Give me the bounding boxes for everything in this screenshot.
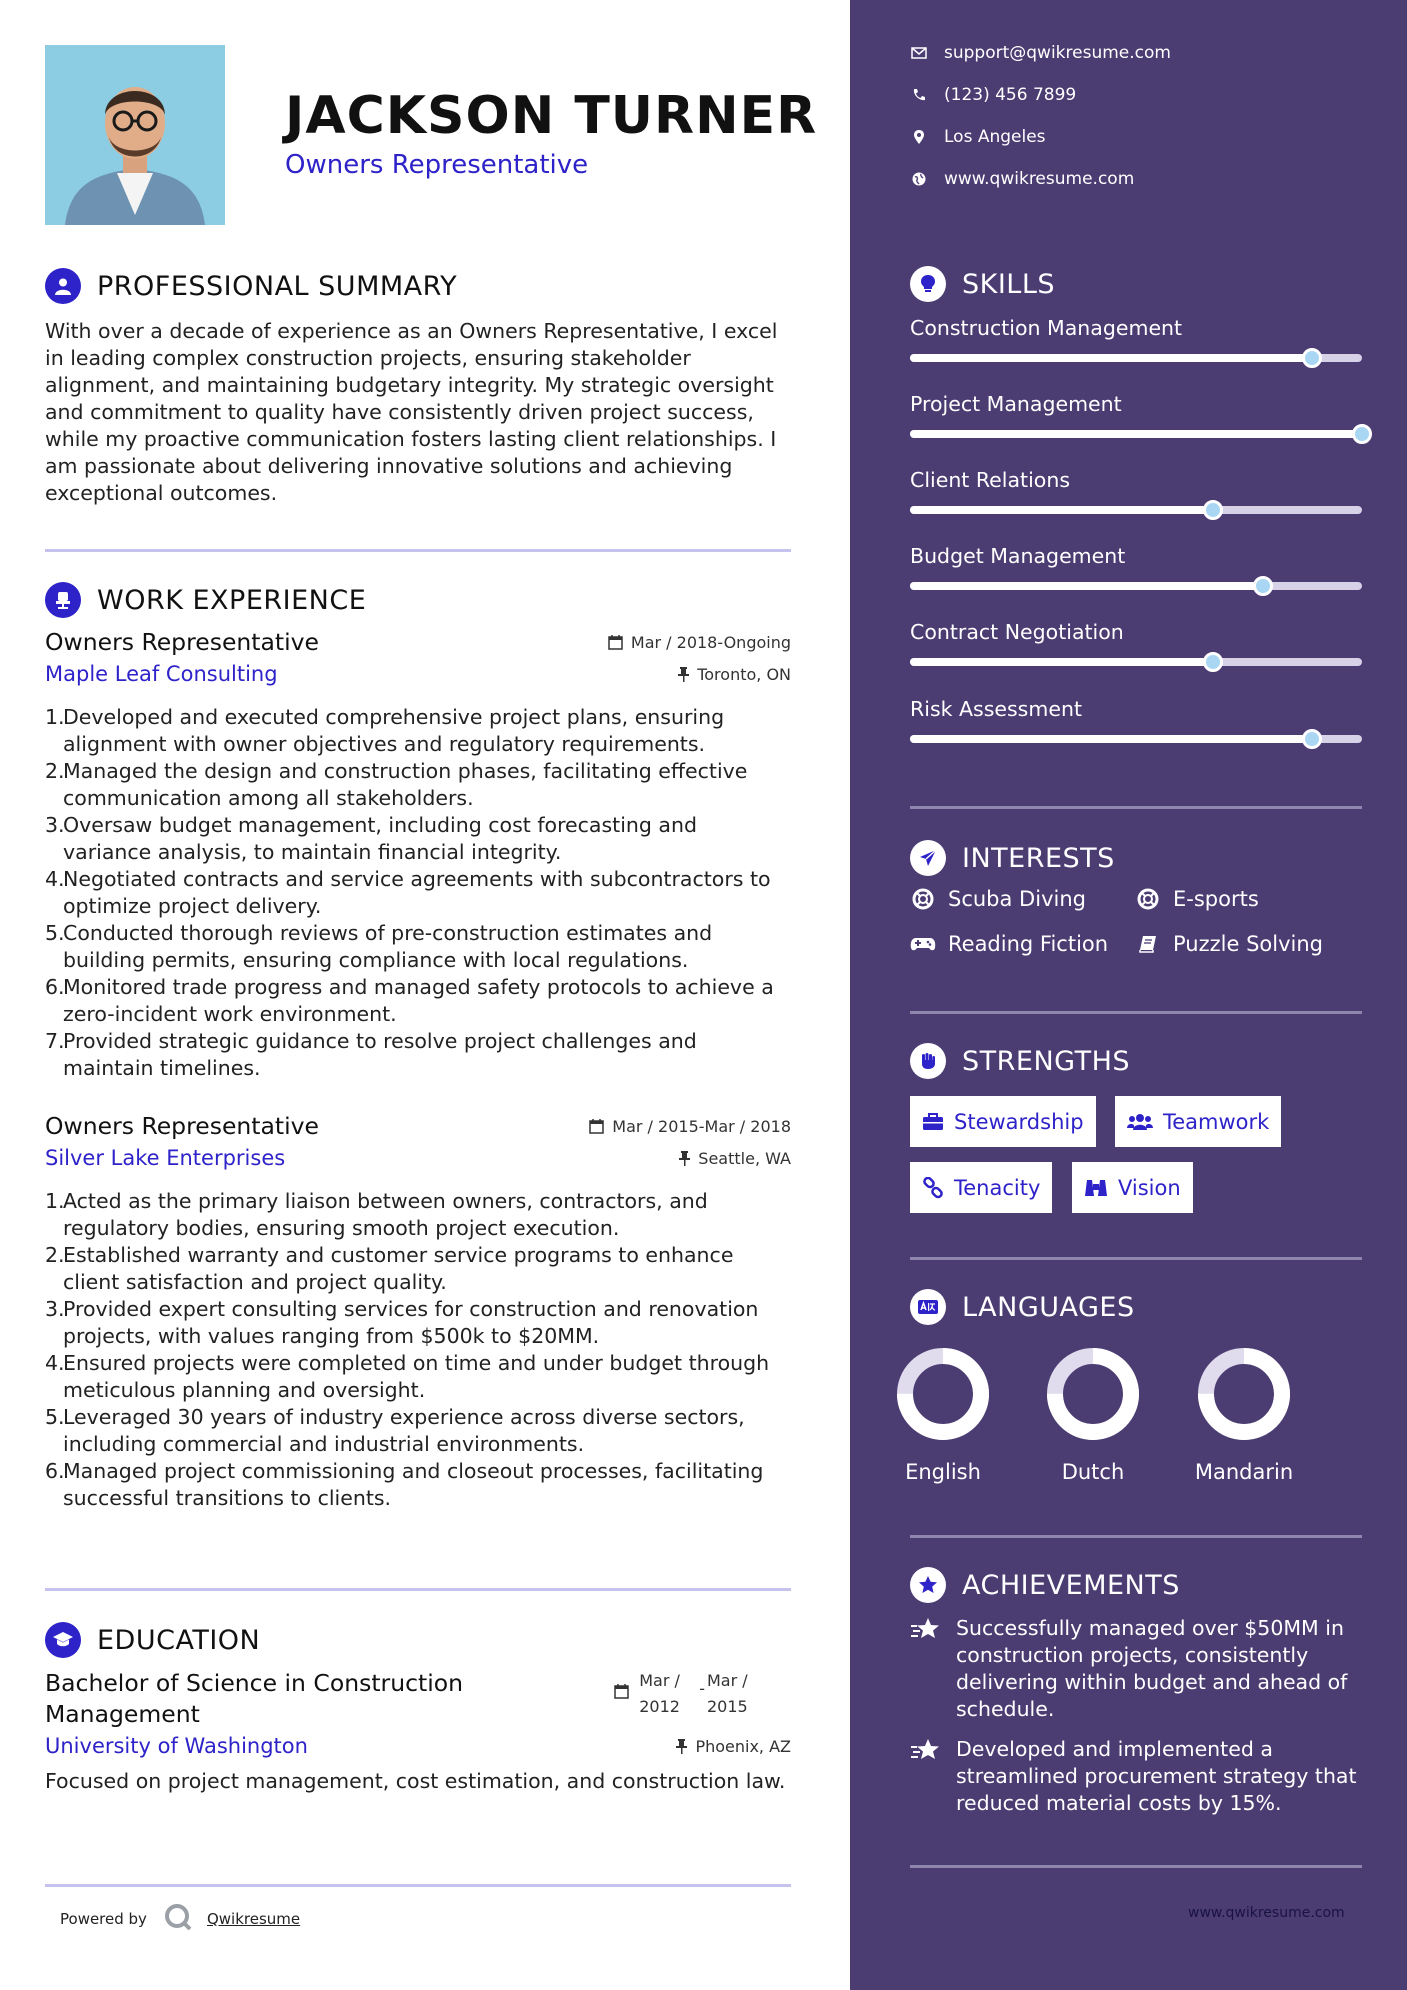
skill-knob bbox=[1302, 348, 1322, 368]
divider bbox=[45, 549, 791, 552]
skill-item: Contract Negotiation bbox=[910, 620, 1362, 666]
skills-header: SKILLS bbox=[910, 266, 1055, 302]
lifebuoy-icon bbox=[910, 888, 936, 910]
experience-section bbox=[45, 580, 791, 1512]
skill-knob bbox=[1352, 424, 1372, 444]
list-item: 3. Provided expert consulting services for construction and renovation projects, with values ranging from $500k to $20MM. bbox=[45, 1297, 759, 1348]
strength-chip: Stewardship bbox=[910, 1096, 1096, 1147]
binoculars-icon bbox=[1084, 1178, 1108, 1198]
achievements-header: ACHIEVEMENTS bbox=[910, 1567, 1180, 1603]
degree: Bachelor of Science in Construction Management bbox=[45, 1669, 464, 1728]
job-title: Owners Representative bbox=[45, 1112, 320, 1140]
graduation-cap-icon bbox=[45, 1622, 81, 1658]
job-location: Seattle, WA bbox=[679, 1149, 791, 1168]
divider bbox=[910, 1535, 1362, 1538]
list-item: 4. Negotiated contracts and service agreements with subcontractors to optimize project delivery. bbox=[45, 867, 771, 918]
achievement-item: Developed and implemented a streamlined procurement strategy that reduced material costs by 15%. bbox=[910, 1736, 1370, 1817]
link-icon bbox=[922, 1177, 944, 1199]
skill-knob bbox=[1253, 576, 1273, 596]
user-icon bbox=[45, 268, 81, 304]
strengths-header: STRENGTHS bbox=[910, 1043, 1130, 1079]
interest-item: Scuba Diving bbox=[910, 887, 1086, 911]
language-donut bbox=[893, 1344, 993, 1444]
language-icon bbox=[910, 1289, 946, 1325]
experience-heading: WORK EXPERIENCE bbox=[97, 584, 367, 616]
phone-icon bbox=[910, 88, 928, 102]
contact-email: support@qwikresume.com bbox=[910, 43, 1171, 63]
chair-icon bbox=[45, 582, 81, 618]
skill-bar bbox=[910, 430, 1362, 438]
profile-photo bbox=[45, 45, 225, 225]
skill-bar bbox=[910, 582, 1362, 590]
skill-knob bbox=[1203, 500, 1223, 520]
lightbulb-icon bbox=[910, 266, 946, 302]
book-icon bbox=[1135, 934, 1161, 954]
interest-item: Reading Fiction bbox=[910, 932, 1108, 956]
list-item: 6. Monitored trade progress and managed safety protocols to achieve a zero-incident work environment. bbox=[45, 975, 774, 1026]
job-entry bbox=[45, 628, 791, 1082]
skill-bar bbox=[910, 506, 1362, 514]
school-name: University of Washington bbox=[45, 1734, 308, 1758]
education-location: Phoenix, AZ bbox=[676, 1737, 791, 1756]
calendar-icon bbox=[614, 1684, 629, 1699]
education-dates: Mar / 2012 - Mar / 2015 bbox=[614, 1668, 767, 1730]
sidebar bbox=[850, 0, 1407, 1990]
education-heading: EDUCATION bbox=[97, 1624, 261, 1656]
footer-website[interactable]: www.qwikresume.com bbox=[1188, 1905, 1345, 1921]
skill-item: Construction Management bbox=[910, 316, 1362, 362]
skill-knob bbox=[1203, 652, 1223, 672]
divider bbox=[910, 1257, 1362, 1260]
divider bbox=[910, 806, 1362, 809]
language-donut bbox=[1194, 1344, 1294, 1444]
job-title: Owners Representative bbox=[45, 628, 320, 656]
strength-chip: Teamwork bbox=[1115, 1096, 1281, 1147]
qwikresume-link[interactable]: Qwikresume bbox=[206, 1910, 301, 1928]
interests-header: INTERESTS bbox=[910, 840, 1115, 876]
summary-heading: PROFESSIONAL SUMMARY bbox=[97, 270, 458, 302]
interest-item: Puzzle Solving bbox=[1135, 932, 1323, 956]
star-icon bbox=[910, 1736, 944, 1817]
divider bbox=[910, 1011, 1362, 1014]
list-item: 5. Leveraged 30 years of industry experience across diverse sectors, including commercial and industrial environments. bbox=[45, 1405, 745, 1456]
strength-chip: Vision bbox=[1072, 1162, 1193, 1213]
divider bbox=[45, 1884, 791, 1887]
divider bbox=[910, 1865, 1362, 1868]
skill-item: Client Relations bbox=[910, 468, 1362, 514]
skill-item: Budget Management bbox=[910, 544, 1362, 590]
list-item: 2. Established warranty and customer service programs to enhance client satisfaction and project quality. bbox=[45, 1243, 734, 1294]
company-name: Maple Leaf Consulting bbox=[45, 662, 278, 686]
language-donut bbox=[1043, 1344, 1143, 1444]
contact-phone: (123) 456 7899 bbox=[910, 85, 1076, 105]
globe-icon bbox=[910, 172, 928, 186]
pin-icon bbox=[679, 1151, 690, 1166]
list-item: 5. Conducted thorough reviews of pre-construction estimates and building permits, ensuring compliance with local regulations. bbox=[45, 921, 713, 972]
job-entry bbox=[45, 1112, 791, 1512]
envelope-icon bbox=[910, 47, 928, 59]
star-icon bbox=[910, 1615, 944, 1723]
list-item: 1. Acted as the primary liaison between owners, contractors, and regulatory bodies, ensuring smooth project execution. bbox=[45, 1189, 708, 1240]
skill-item: Risk Assessment bbox=[910, 697, 1362, 743]
divider bbox=[45, 1588, 791, 1591]
job-bullets bbox=[45, 704, 791, 1082]
job-dates: Mar / 2015-Mar / 2018 bbox=[589, 1117, 791, 1136]
job-location: Toronto, ON bbox=[678, 665, 791, 684]
language-item: Dutch bbox=[1028, 1344, 1158, 1484]
skill-bar bbox=[910, 735, 1362, 743]
contact-location: Los Angeles bbox=[910, 127, 1046, 147]
list-item: 1. Developed and executed comprehensive project plans, ensuring alignment with owner objectives and regulatory requirements. bbox=[45, 705, 725, 756]
company-name: Silver Lake Enterprises bbox=[45, 1146, 286, 1170]
pin-icon bbox=[676, 1739, 687, 1754]
lifebuoy-icon bbox=[1135, 888, 1161, 910]
list-item: 7. Provided strategic guidance to resolve project challenges and maintain timelines. bbox=[45, 1029, 697, 1080]
education-description: Focused on project management, cost estimation, and construction law. bbox=[45, 1769, 786, 1793]
skill-knob bbox=[1302, 729, 1322, 749]
job-dates: Mar / 2018-Ongoing bbox=[608, 633, 791, 652]
gamepad-icon bbox=[910, 936, 936, 952]
users-icon bbox=[1127, 1113, 1153, 1131]
skill-bar bbox=[910, 658, 1362, 666]
map-marker-icon bbox=[910, 130, 928, 144]
star-badge-icon bbox=[910, 1567, 946, 1603]
paper-plane-icon bbox=[910, 840, 946, 876]
strength-chip: Tenacity bbox=[910, 1162, 1052, 1213]
candidate-role: Owners Representative bbox=[285, 150, 589, 180]
list-item: 4. Ensured projects were completed on time and under budget through meticulous planning and oversight. bbox=[45, 1351, 770, 1402]
calendar-icon bbox=[589, 1119, 604, 1134]
interest-item: E-sports bbox=[1135, 887, 1259, 911]
summary-section bbox=[45, 266, 791, 507]
pin-icon bbox=[678, 667, 689, 682]
qwikresume-logo-icon bbox=[163, 1902, 193, 1936]
briefcase-icon bbox=[922, 1113, 944, 1131]
fist-icon bbox=[910, 1043, 946, 1079]
achievement-item: Successfully managed over $50MM in construction projects, consistently delivering within budget and ahead of schedule. bbox=[910, 1615, 1370, 1723]
job-bullets bbox=[45, 1188, 791, 1512]
summary-text: With over a decade of experience as an Owners Representative, I excel in leading complex construction projects, ensuring stakeholder alignment, and maintaining budgetary integrity. My strategic oversight and commitment to quality have consistently driven project success, while my proactive communication fosters lasting client relationships. I am passionate about delivering innovative solutions and achieving exceptional outcomes. bbox=[45, 319, 778, 505]
language-item: English bbox=[878, 1344, 1008, 1484]
list-item: 2. Managed the design and construction phases, facilitating effective communication among all stakeholders. bbox=[45, 759, 748, 810]
list-item: 3. Oversaw budget management, including cost forecasting and variance analysis, to maintain financial integrity. bbox=[45, 813, 697, 864]
skill-bar bbox=[910, 354, 1362, 362]
language-item: Mandarin bbox=[1179, 1344, 1309, 1484]
powered-by: Powered by Qwikresume bbox=[60, 1902, 300, 1936]
skill-item: Project Management bbox=[910, 392, 1362, 438]
candidate-name: JACKSON TURNER bbox=[285, 86, 818, 146]
contact-website: www.qwikresume.com bbox=[910, 169, 1134, 189]
languages-header: LANGUAGES bbox=[910, 1289, 1135, 1325]
list-item: 6. Managed project commissioning and closeout processes, facilitating successful transitions to clients. bbox=[45, 1459, 764, 1510]
education-section bbox=[45, 1620, 791, 1795]
calendar-icon bbox=[608, 635, 623, 650]
